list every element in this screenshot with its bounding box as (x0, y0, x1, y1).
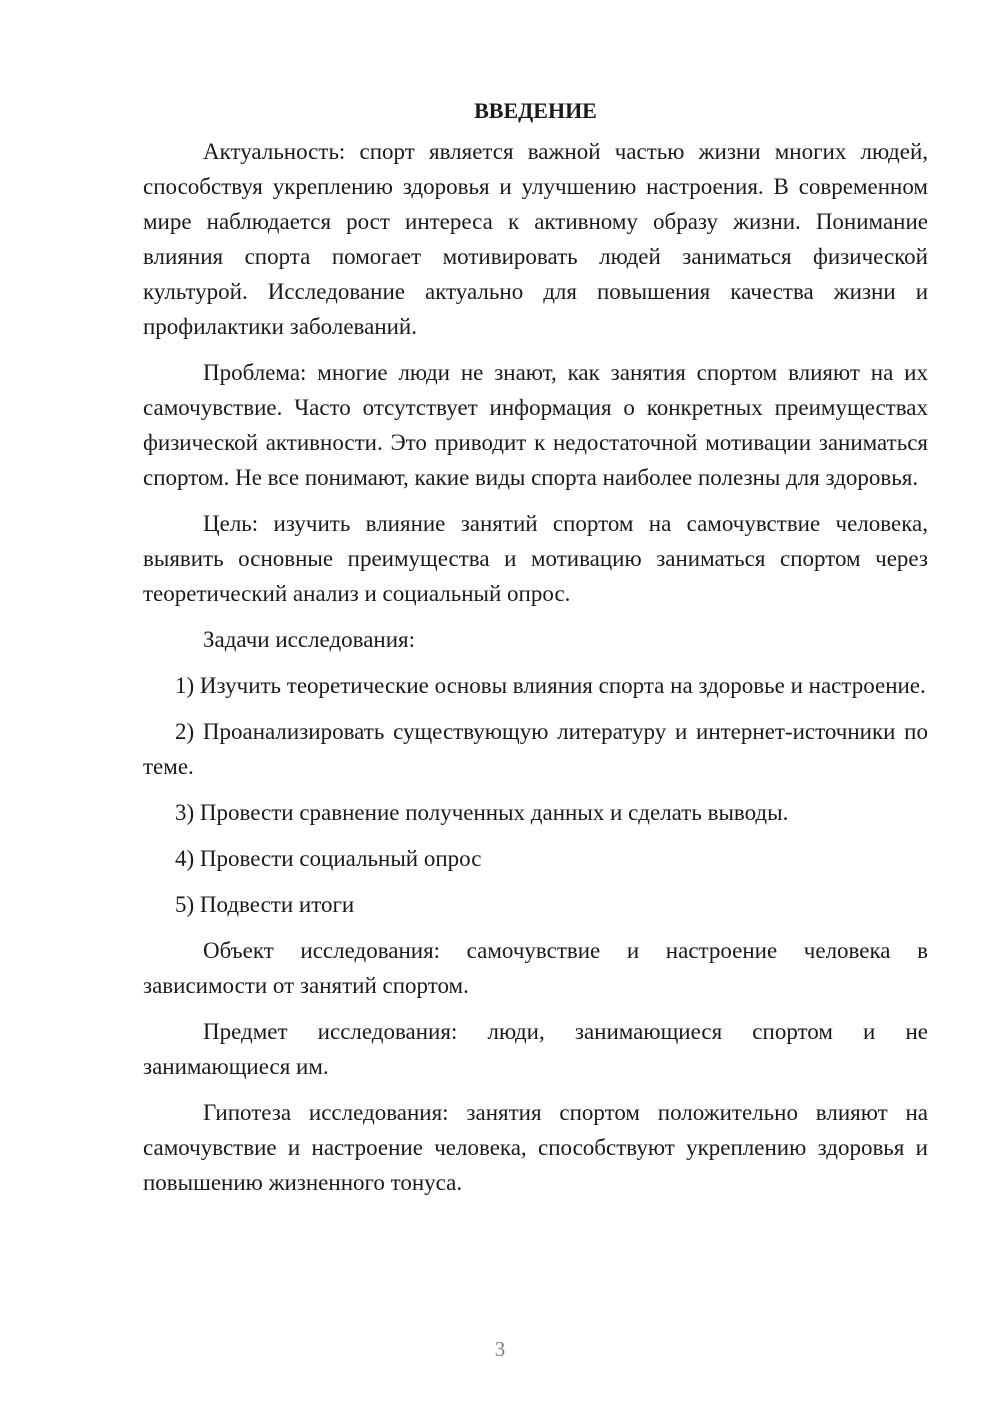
paragraph-goal: Цель: изучить влияние занятий спортом на самочувствие человека, выявить основные преимущества и мотивацию заниматься спортом через теоретический анализ и социальный опрос. (143, 511, 928, 606)
section-title: ВВЕДЕНИЕ (474, 98, 597, 123)
page-number: 3 (494, 1337, 506, 1361)
document-body (143, 93, 928, 1211)
tasks-heading: Задачи исследования: (203, 627, 416, 652)
task-list (143, 668, 928, 922)
task-item: 2) Проанализировать существующую литературу и интернет-источники по теме. (143, 719, 928, 779)
paragraph-object: Объект исследования: самочувствие и настроение человека в зависимости от занятий спортом. (143, 938, 928, 998)
paragraph-subject: Предмет исследования: люди, занимающиеся спортом и не занимающиеся им. (143, 1019, 928, 1079)
paragraph-relevance: Актуальность: спорт является важной частью жизни многих людей, способствуя укреплению здоровья и улучшению настроения. В современном мире наблюдается рост интереса к активному образу жизни. Понимание влияния спорта помогает мотивировать людей заниматься физической культурой. Исследование актуально для повышения качества жизни и профилактики заболеваний. (143, 139, 928, 339)
paragraph-problem: Проблема: многие люди не знают, как занятия спортом влияют на их самочувствие. Часто отсутствует информация о конкретных преимуществах физической активности. Это приводит к недостаточной мотивации заниматься спортом. Не все понимают, какие виды спорта наиболее полезны для здоровья. (143, 360, 928, 490)
task-item: 4) Провести социальный опрос (175, 846, 482, 871)
paragraph-hypothesis: Гипотеза исследования: занятия спортом положительно влияют на самочувствие и настроение человека, способствуют укреплению здоровья и повышению жизненного тонуса. (143, 1100, 928, 1195)
task-item: 5) Подвести итоги (175, 892, 355, 917)
task-item: 1) Изучить теоретические основы влияния спорта на здоровье и настроение. (175, 673, 926, 698)
task-item: 3) Провести сравнение полученных данных и сделать выводы. (175, 800, 789, 825)
